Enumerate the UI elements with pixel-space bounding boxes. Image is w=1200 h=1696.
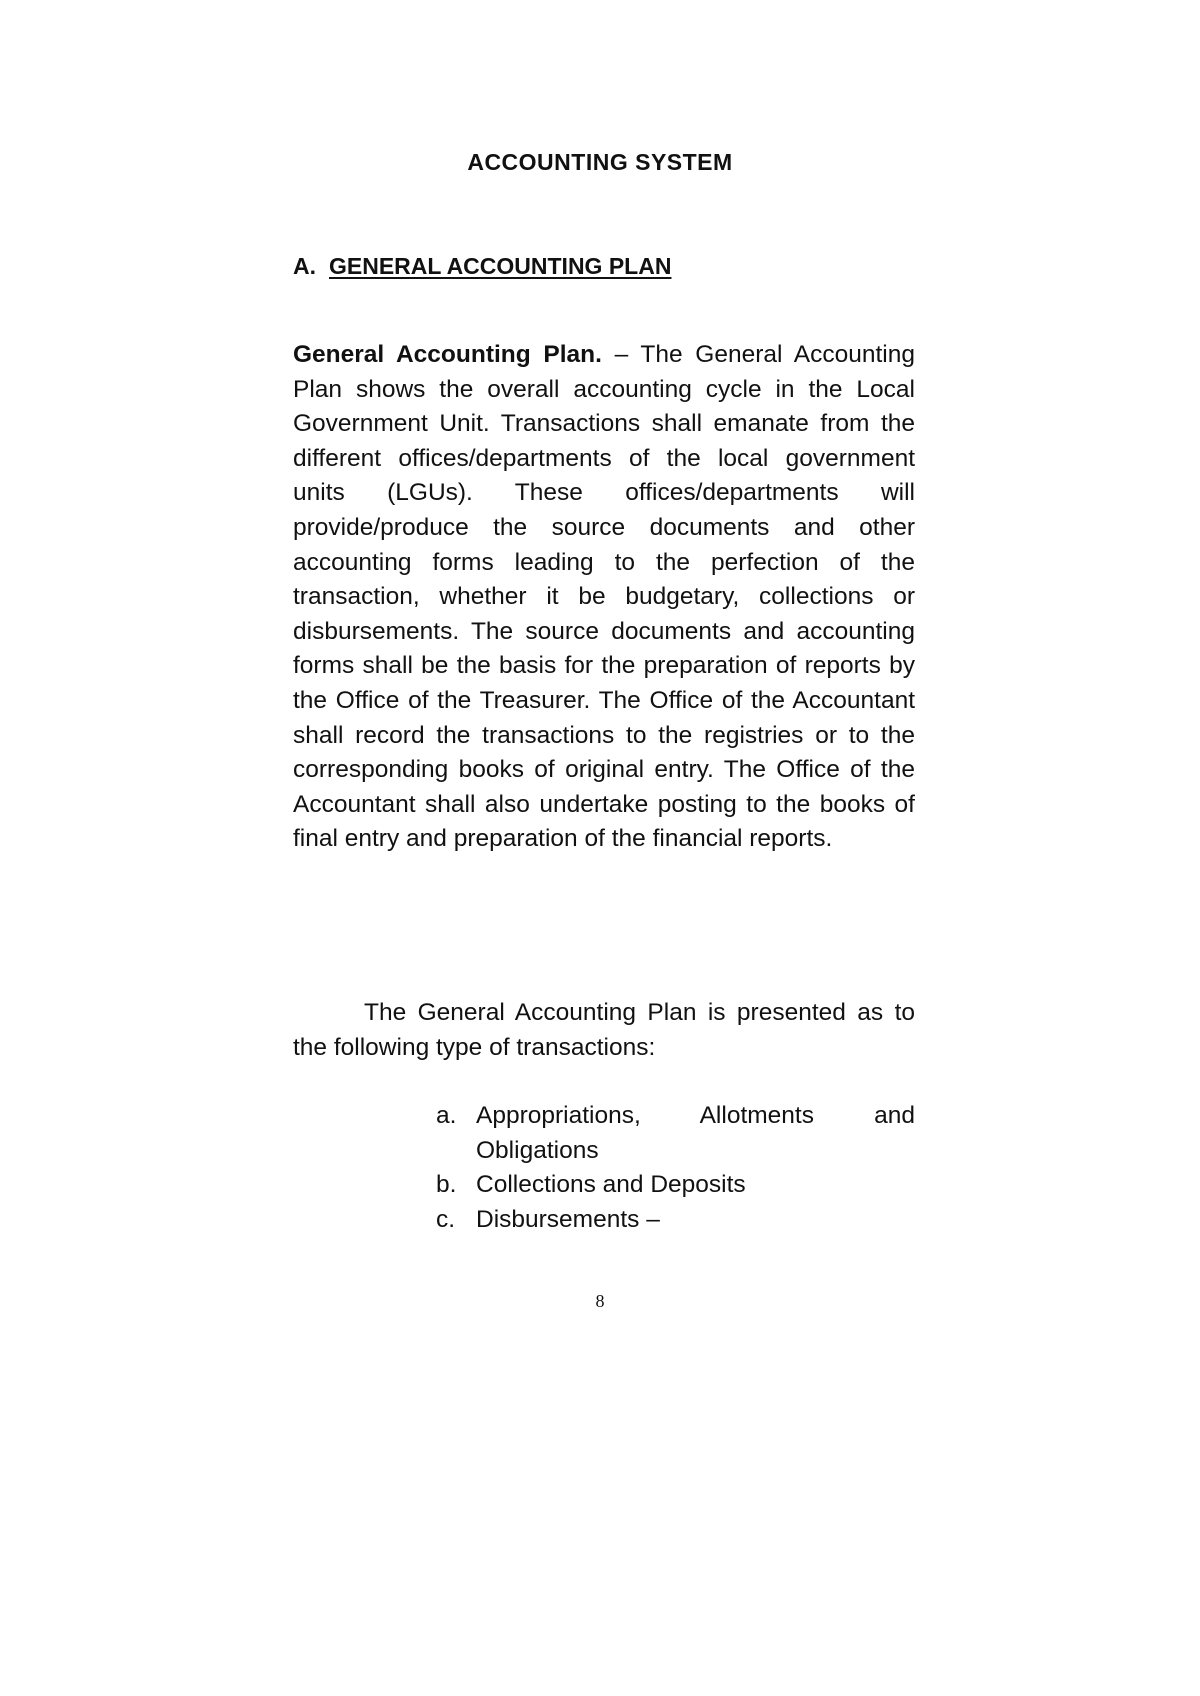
paragraph-lead-term: General Accounting Plan. bbox=[293, 341, 602, 368]
list-item bbox=[436, 1203, 915, 1238]
list-item-label: Appropriations, Allotments and Obligations bbox=[476, 1102, 915, 1164]
paragraph-body-text: – The General Accounting Plan shows the overall accounting cycle in the Local Government Unit. Transactions shall emanate from the different offices/departments of the local government units (LGUs). These offices/departments will provide/produce the source documents and other accounting forms leading to the perfection of the transaction, whether it be budgetary, collections or disbursements. The source documents and accounting forms shall be the basis for the preparation of reports by the Office of the Treasurer. The Office of the Accountant shall record the transactions to the registries or to the corresponding books of original entry. The Office of the Accountant shall also undertake posting to the books of final entry and preparation of the financial reports. bbox=[293, 341, 915, 853]
section-heading bbox=[293, 253, 671, 280]
page-number: 8 bbox=[595, 1291, 605, 1311]
transactions-intro-paragraph: The General Accounting Plan is presented as to the following type of transactions: bbox=[293, 999, 915, 1061]
list-marker: a. bbox=[436, 1102, 457, 1129]
list-marker: b. bbox=[436, 1171, 457, 1199]
list-item bbox=[436, 1099, 915, 1168]
document-title: ACCOUNTING SYSTEM bbox=[467, 149, 733, 175]
transaction-types-list bbox=[436, 1099, 915, 1237]
list-item-label: Disbursements – bbox=[476, 1205, 660, 1233]
section-heading-text: GENERAL ACCOUNTING PLAN bbox=[329, 253, 672, 279]
list-marker: c. bbox=[436, 1205, 456, 1233]
list-item bbox=[436, 1168, 915, 1203]
section-letter: A. bbox=[293, 253, 316, 279]
general-accounting-plan-paragraph bbox=[293, 338, 915, 857]
list-item-label: Collections and Deposits bbox=[476, 1171, 746, 1199]
